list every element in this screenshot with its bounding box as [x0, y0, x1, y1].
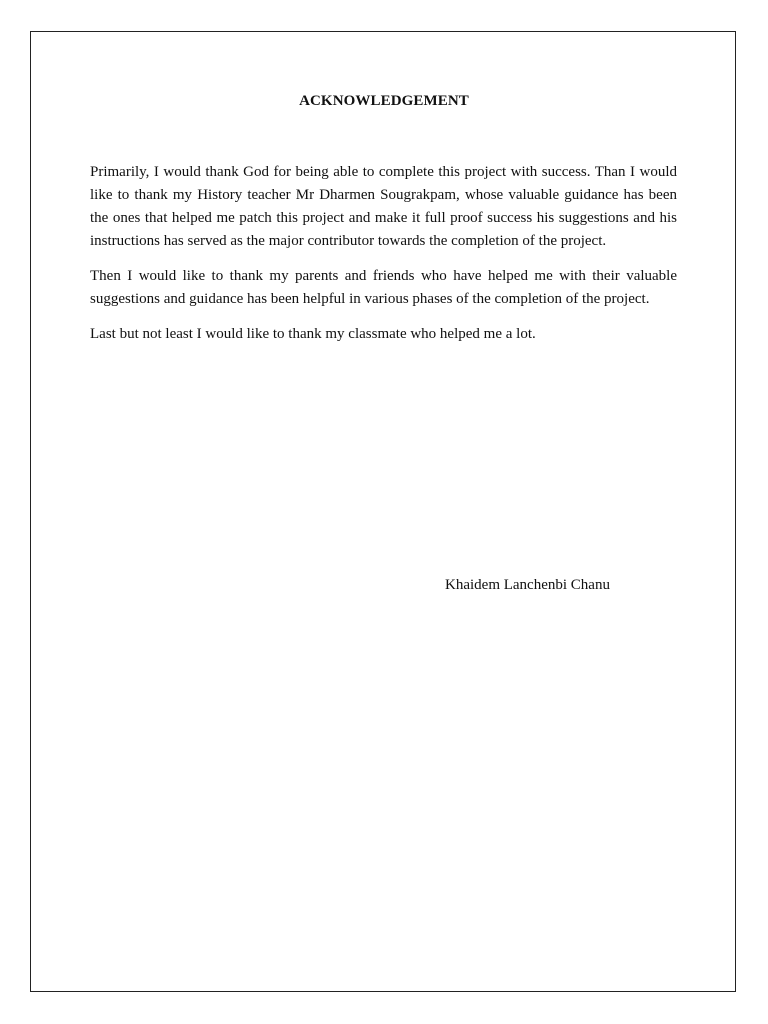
- paragraph-3: Last but not least I would like to thank my classmate who helped me a lot.: [90, 326, 536, 342]
- document-title: ACKNOWLEDGEMENT: [299, 93, 469, 109]
- signature-name: Khaidem Lanchenbi Chanu: [445, 577, 610, 593]
- paragraph-2: Then I would like to thank my parents and friends who have helped me with their valuable suggestions and guidance has been helpful in various phases of the completion of the project.: [90, 268, 677, 307]
- document-body: [90, 161, 677, 358]
- paragraph-1: Primarily, I would thank God for being able to complete this project with success. Than I would like to thank my History teacher Mr Dharmen Sougrakpam, whose valuable guidance has been the ones that helped me patch this project and make it full proof success his suggestions and his instructions has served as the major contributor towards the completion of the project.: [90, 164, 677, 249]
